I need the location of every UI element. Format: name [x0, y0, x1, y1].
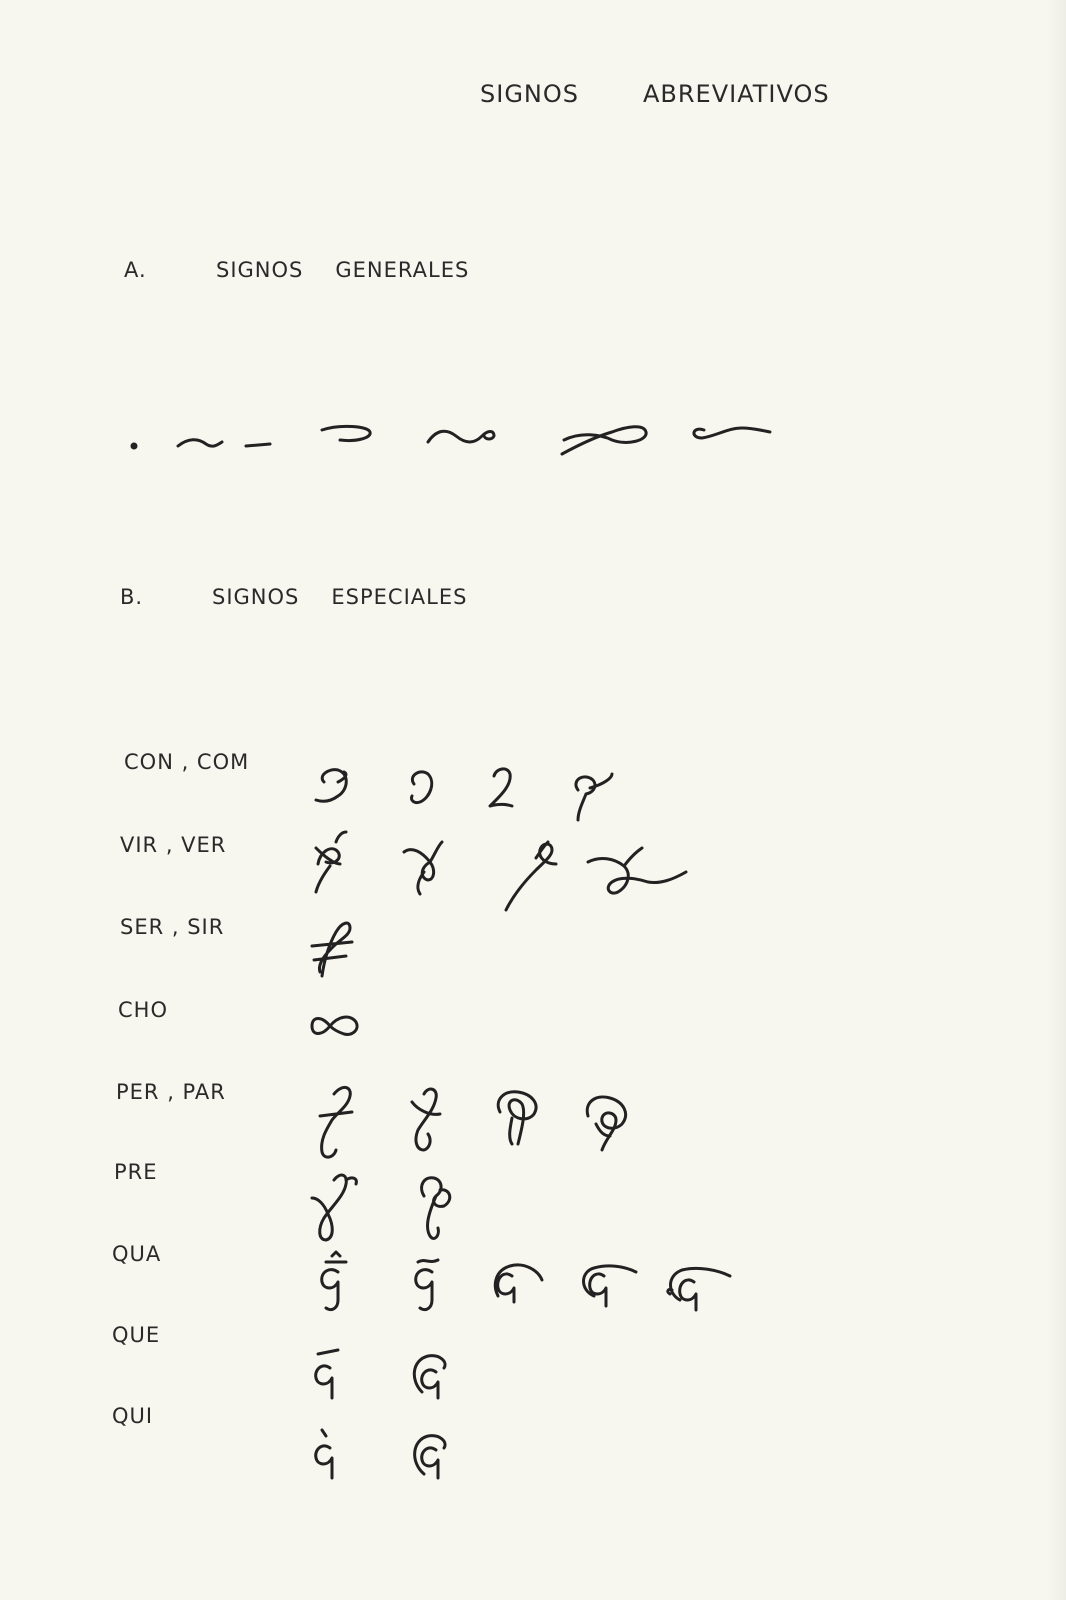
curl-sign-icon — [694, 428, 770, 438]
row-label-per-par: PER , PAR — [116, 1080, 226, 1104]
row-label-qua: QUA — [112, 1242, 162, 1266]
row-label-ser-sir: SER , SIR — [120, 915, 225, 939]
row-label-pre: PRE — [114, 1160, 158, 1184]
qua-sign-1-icon — [322, 1252, 346, 1310]
qui-sign-1-icon — [316, 1430, 332, 1478]
vir-sign-2-icon — [404, 842, 442, 894]
row-label-con-com: CON , COM — [124, 750, 250, 774]
section-b-letter: B. — [120, 585, 144, 609]
per-par-signs — [320, 1087, 626, 1157]
row-label-que: QUE — [112, 1323, 161, 1347]
title-word-1: SIGNOS — [480, 80, 579, 108]
ser-sign-icon — [312, 923, 352, 976]
hook-sign-icon — [322, 426, 370, 440]
qua-sign-3-icon — [495, 1265, 542, 1302]
cho-sign-icon — [312, 1017, 357, 1034]
row-label-qui: QUI — [112, 1404, 154, 1428]
per-sign-1-icon — [320, 1087, 352, 1157]
row-label-vir-ver: VIR , VER — [120, 833, 227, 857]
pre-sign-2-icon — [422, 1178, 450, 1239]
qua-sign-5-icon — [668, 1268, 730, 1310]
qua-sign-2-icon — [416, 1260, 438, 1310]
vir-sign-1-icon — [316, 832, 346, 892]
que-sign-2-icon — [414, 1356, 445, 1398]
dot-sign-icon — [131, 443, 138, 450]
section-a-word-1: SIGNOS — [216, 258, 304, 282]
per-sign-2-icon — [412, 1089, 440, 1150]
section-b-word-2: ESPECIALES — [331, 585, 468, 609]
ser-sir-signs — [312, 923, 352, 976]
tilde-sign-icon — [178, 440, 222, 446]
vir-sign-3-icon — [506, 842, 556, 910]
pre-sign-1-icon — [312, 1175, 356, 1240]
vir-ver-signs — [316, 832, 686, 910]
cho-signs — [312, 1017, 357, 1034]
par-sign-2-icon — [587, 1097, 625, 1150]
con-sign-3-icon — [490, 769, 512, 806]
general-signs-row — [131, 426, 771, 454]
ver-sign-icon — [588, 848, 686, 893]
que-sign-1-icon — [316, 1350, 338, 1398]
que-signs — [316, 1350, 445, 1398]
qua-sign-4-icon — [584, 1266, 637, 1306]
loop-stroke-sign-icon — [562, 427, 646, 454]
wave-loop-sign-icon — [428, 431, 494, 442]
par-sign-1-icon — [498, 1092, 536, 1144]
section-b-word-1: SIGNOS — [212, 585, 300, 609]
section-a-letter: A. — [124, 258, 147, 282]
con-com-signs — [316, 769, 612, 820]
qui-sign-2-icon — [415, 1436, 445, 1478]
qua-signs — [322, 1252, 730, 1310]
qui-signs — [316, 1430, 445, 1478]
pre-signs — [312, 1175, 450, 1240]
con-sign-4-icon — [576, 774, 612, 820]
dash-sign-icon — [246, 444, 270, 446]
con-sign-2-icon — [411, 772, 431, 803]
row-label-cho: CHO — [118, 998, 168, 1022]
title-word-2: ABREVIATIVOS — [643, 80, 830, 108]
con-sign-1-icon — [316, 770, 346, 802]
section-a-word-2: GENERALES — [335, 258, 470, 282]
